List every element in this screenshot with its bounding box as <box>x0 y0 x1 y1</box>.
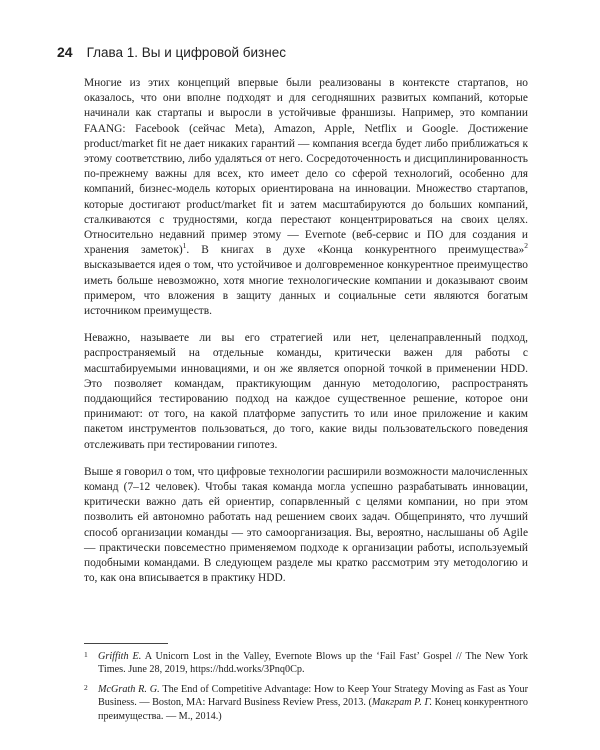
chapter-title: Глава 1. Вы и цифровой бизнес <box>86 45 286 60</box>
footnote-mark: 1 <box>84 650 88 659</box>
paragraph <box>84 76 528 319</box>
running-header <box>57 44 286 60</box>
footnote <box>84 650 528 677</box>
page-number: 24 <box>57 44 73 60</box>
footnote-author: Griffith E. <box>98 651 142 662</box>
footnote-ref: 2 <box>524 241 529 251</box>
body-text <box>84 76 528 599</box>
footnote-divider <box>84 643 168 644</box>
paragraph-text: Выше я говорил о том, что цифровые технологии расширили возможности малочисленных команд (7–12 человек). Чтобы такая команда могла успешно разрабатывать инновации, критически важно дать ей ориентир, сопарвленный с целями компании, но при этом позволить ей автономно работать над решением своих задач. Общепринято, что лучший способ организации команды — это самоорганизация. Вы, вероятно, наслышаны об Agile — практически повсеместно применяемом подходе к организации работы, используемый подобными командами. В следующем разделе мы кратко рассмотрим эту методологию и то, как она вписывается в практику HDD. <box>84 465 528 585</box>
footnote-text-translation: Конец конкурентного преимущества. — М., 2014.) <box>98 697 529 722</box>
footnote-text: The End of Competitive Advantage: How to Keep Your Strategy Moving as Fast as Your Business. — Boston, MA: Harvard Business Review Press, 2013. ( <box>98 683 528 709</box>
footnotes <box>84 650 528 729</box>
paragraph <box>84 465 528 587</box>
footnote-text: A Unicorn Lost in the Valley, Evernote Blows up the ‘Fail Fast’ Gospel // The New York Times. June 28, 2019, https://hdd.works/3Pnq0Cp. <box>98 651 529 676</box>
footnote-author: McGrath R. G. <box>98 683 160 695</box>
paragraph-text: . В книгах в духе «Конца конкурентного преимущества» <box>186 244 525 257</box>
paragraph-text: Многие из этих концепций впервые были реализованы в контексте стартапов, но оказалось, что они вполне подходят и для сегодняшних развитых компаний, которые начинали как стартапы и выросли в устойчивые франшизы. Например, это компании FAANG: Facebook (сейчас Meta), Amazon, Apple, Netflix и Google. Достижение product/market fit не дает никаких гарантий — компания всегда будет либо приближаться к этому соответствию, либо удаляться от него. Сосредоточенность и дисциплинированность по-прежнему важны для всех, кто имеет дело со сферой технологий, особенно для компаний, бизнес-модель которых ориентирована на инновации. Множество стартапов, которые достигают product/market fit и затем масштабируются до больших компаний, сталкиваются с трудностями, когда перестают концентрироваться на своих целях. Относительно недавний пример этому — Evernote (веб-сервис и ПО для создания и хранения заметок) <box>84 77 528 257</box>
footnote-ref: 1 <box>182 241 187 251</box>
paragraph <box>84 331 528 453</box>
paragraph-text: высказывается идея о том, что устойчивое и долговременное конкурентное преимущество иметь больше невозможно, хотя многие технологические компании и доказывают своим примером, что вложения в защиту данных и социальные сети являются богатым источником преимуществ. <box>84 259 528 318</box>
footnote-mark: 2 <box>84 682 88 692</box>
footnote <box>84 683 528 723</box>
paragraph-text: Неважно, называете ли вы его стратегией или нет, целенаправленный подход, распространяемый на отдельные команды, критически важен для работы с масштабируемыми инновациями, и он же является опорной точкой в применении HDD. Это позволяет командам, практикующим данную методологию, распространять поддающийся тестированию подход на каждое существенное решение, которое они принимают: от того, на какой платформе запустить то или иное приложение и каким пакетом инструментов пользоваться, до того, какие виды пользовательского поведения отслеживать при тестировании гипотез. <box>84 332 528 451</box>
footnote-author-translation: Макграт Р. Г. <box>371 697 433 709</box>
